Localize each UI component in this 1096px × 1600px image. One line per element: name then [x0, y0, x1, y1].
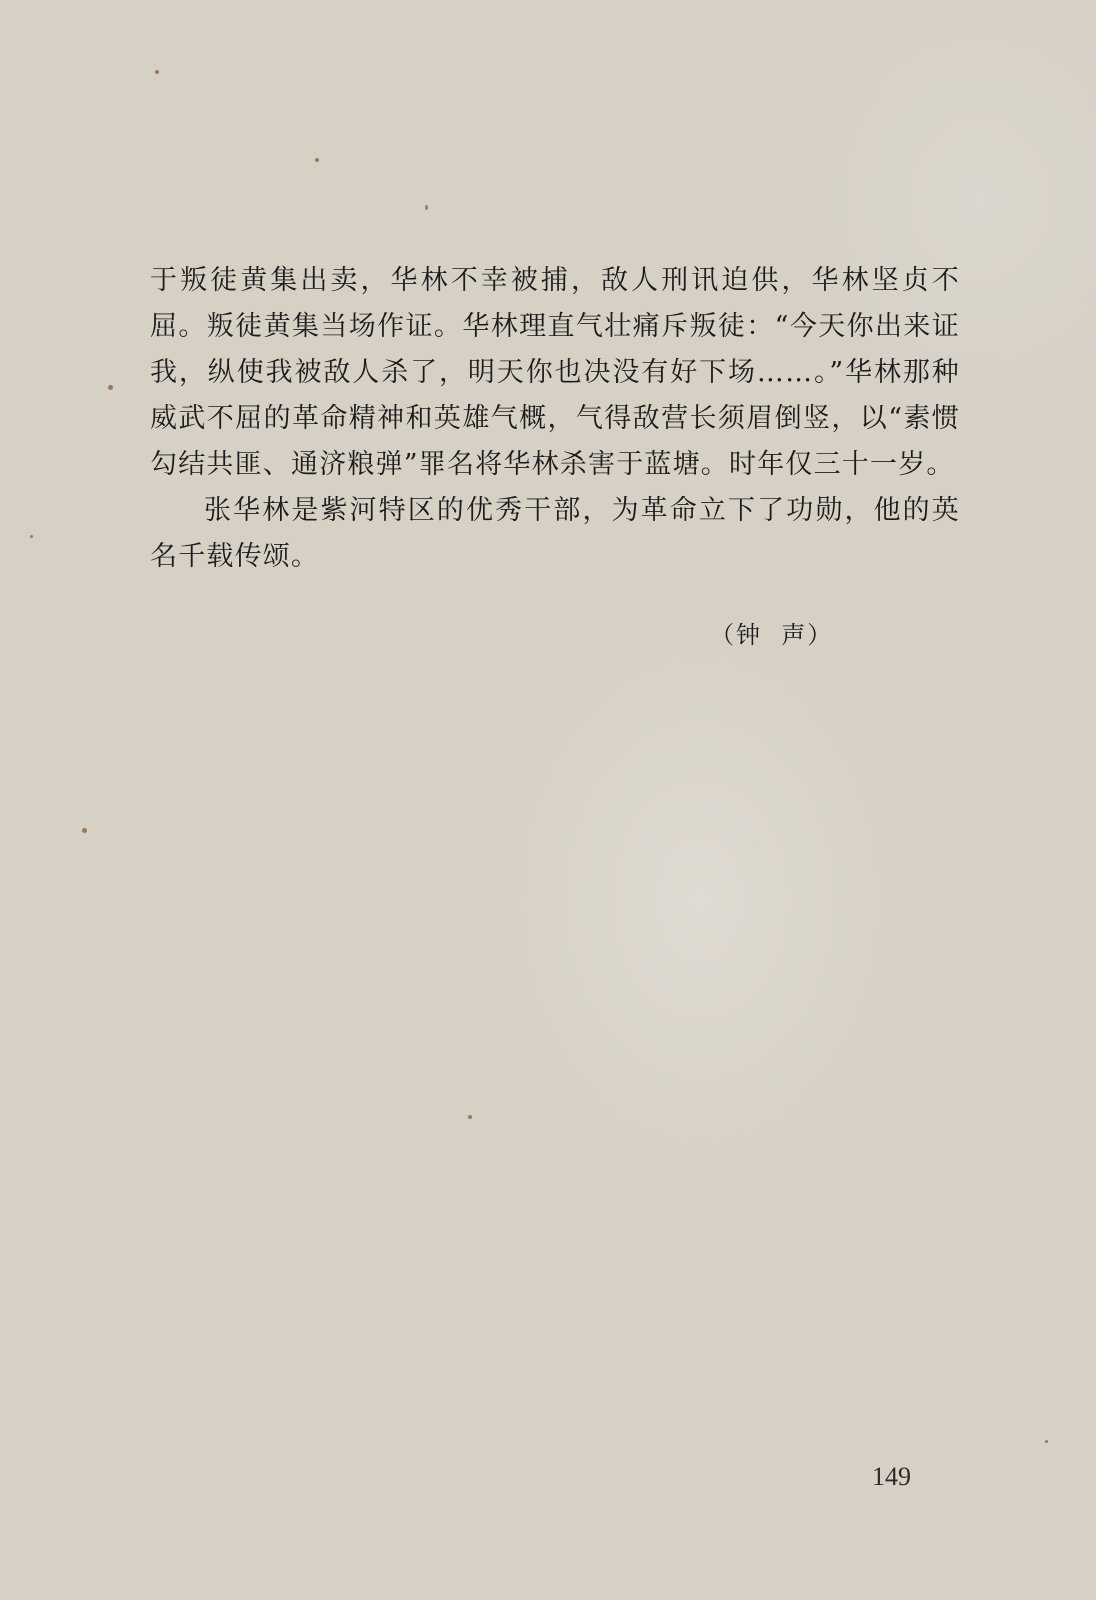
- paragraph-1: 于叛徒黄集出卖，华林不幸被捕，敌人刑讯迫供，华林坚贞不屈。叛徒黄集当场作证。华林理直气壮痛斥叛徒：“今天你出来证我，纵使我被敌人杀了，明天你也决没有好下场……。”华林那种威武不屈的革命精神和英雄气概，气得敌营长须眉倒竖，以“素惯勾结共匪、通济粮弹”罪名将华林杀害于蓝塘。时年仅三十一岁。: [150, 265, 960, 480]
- paper-speck: [108, 385, 113, 390]
- page-number: 149: [872, 1462, 911, 1491]
- paper-speck: [30, 535, 33, 538]
- paper-speck: [82, 828, 87, 833]
- paper-speck: [315, 158, 319, 162]
- paper-speck: [155, 70, 159, 74]
- paper-speck: [425, 205, 428, 210]
- paragraph-2: 张华林是紫河特区的优秀干部，为革命立下了功勋，他的英名千载传颂。: [150, 495, 960, 572]
- paper-speck: [468, 1115, 472, 1119]
- author-signature: （钟 声）: [710, 621, 834, 649]
- body-text: [150, 258, 960, 580]
- paper-speck: [1045, 1440, 1048, 1443]
